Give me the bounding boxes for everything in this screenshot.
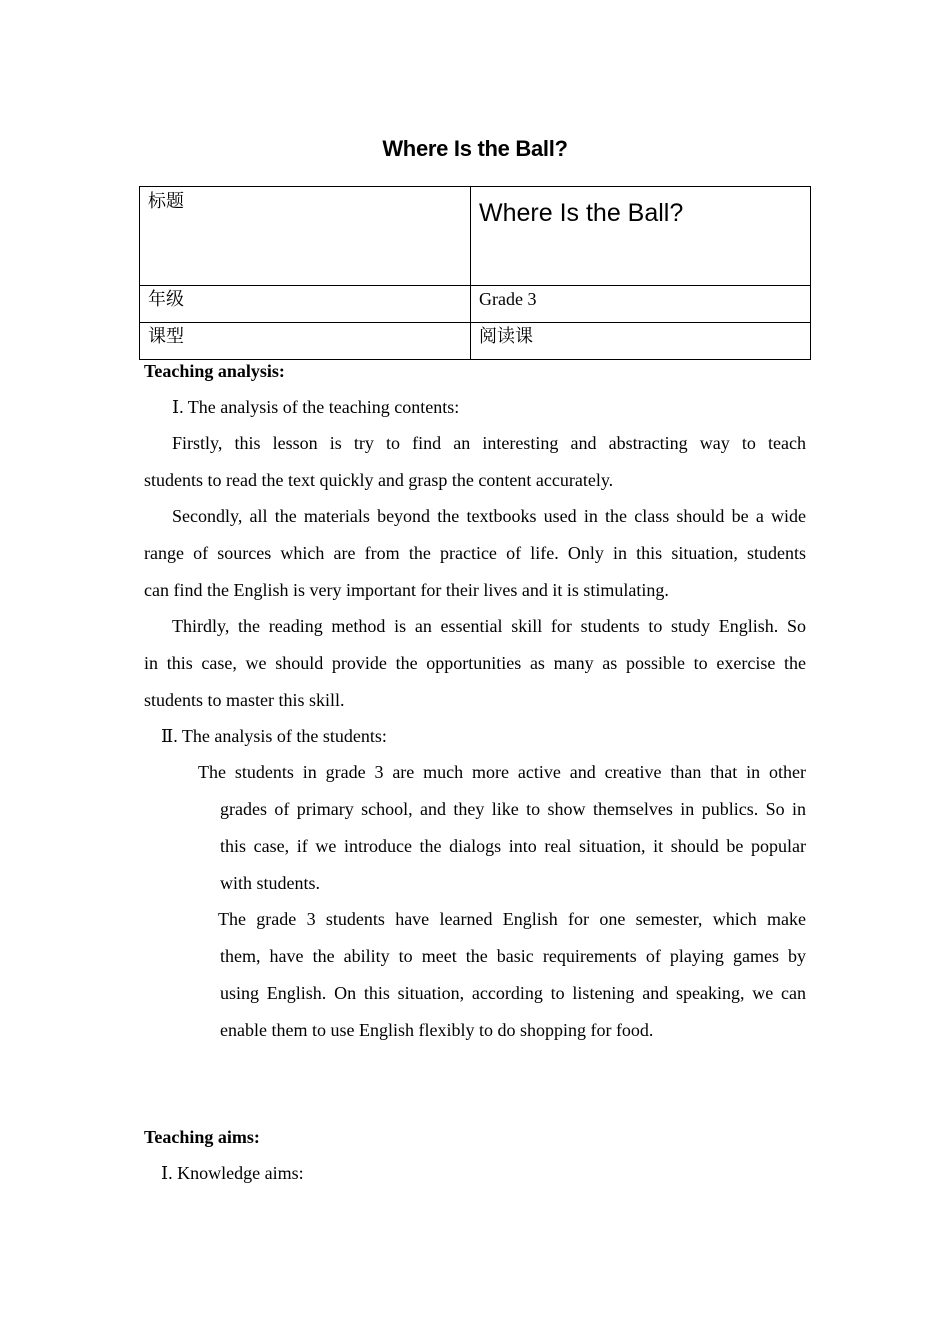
table-value-grade: Grade 3 [471, 286, 811, 323]
paragraph-line: enable them to use English flexibly to do shopping for food. [220, 1020, 654, 1040]
paragraph-line: this case, if we introduce the dialogs into real situation, it should be popular [220, 836, 806, 856]
paragraph-thirdly [144, 608, 806, 719]
paragraph-students-learned [220, 901, 806, 1049]
table-label-grade: 年级 [140, 286, 471, 323]
paragraph-line: Thirdly, the reading method is an essential skill for students to study English. So [172, 616, 806, 636]
paragraph-students-active [198, 754, 806, 902]
paragraph-line: The students in grade 3 are much more active and creative than that in other [198, 762, 806, 782]
table-value-title: Where Is the Ball? [471, 187, 811, 286]
paragraph-line: them, have the ability to meet the basic requirements of playing games by [220, 946, 806, 966]
paragraph-line: range of sources which are from the practice of life. Only in this situation, students [144, 543, 806, 563]
teaching-aims-heading: Teaching aims: [144, 1127, 260, 1147]
paragraph-line: grades of primary school, and they like to show themselves in publics. So in [220, 799, 806, 819]
table-label-title: 标题 [140, 187, 471, 286]
paragraph-line: The grade 3 students have learned English for one semester, which make [218, 909, 806, 929]
table-row [140, 286, 811, 323]
paragraph-line: Firstly, this lesson is try to find an interesting and abstracting way to teach [172, 433, 806, 453]
paragraph-line: students to read the text quickly and grasp the content accurately. [144, 470, 614, 490]
knowledge-aims-heading: Ⅰ. Knowledge aims: [161, 1163, 304, 1183]
paragraph-line: students to master this skill. [144, 690, 345, 710]
page-title: Where Is the Ball? [382, 136, 568, 161]
paragraph-line: in this case, we should provide the opportunities as many as possible to exercise the [144, 653, 806, 673]
contents-analysis-heading: Ⅰ. The analysis of the teaching contents: [172, 397, 460, 417]
paragraph-secondly [144, 498, 806, 609]
students-analysis-heading: Ⅱ. The analysis of the students: [161, 726, 387, 746]
paragraph-line: can find the English is very important for their lives and it is stimulating. [144, 580, 669, 600]
lesson-info-table [139, 186, 811, 360]
paragraph-line: Secondly, all the materials beyond the textbooks used in the class should be a wide [172, 506, 806, 526]
paragraph-line: using English. On this situation, according to listening and speaking, we can [220, 983, 806, 1003]
table-label-lesson-type: 课型 [140, 323, 471, 360]
table-row [140, 187, 811, 286]
teaching-analysis-heading: Teaching analysis: [144, 361, 285, 381]
table-value-lesson-type: 阅读课 [471, 323, 811, 360]
paragraph-firstly [144, 425, 806, 499]
paragraph-line: with students. [220, 873, 321, 893]
